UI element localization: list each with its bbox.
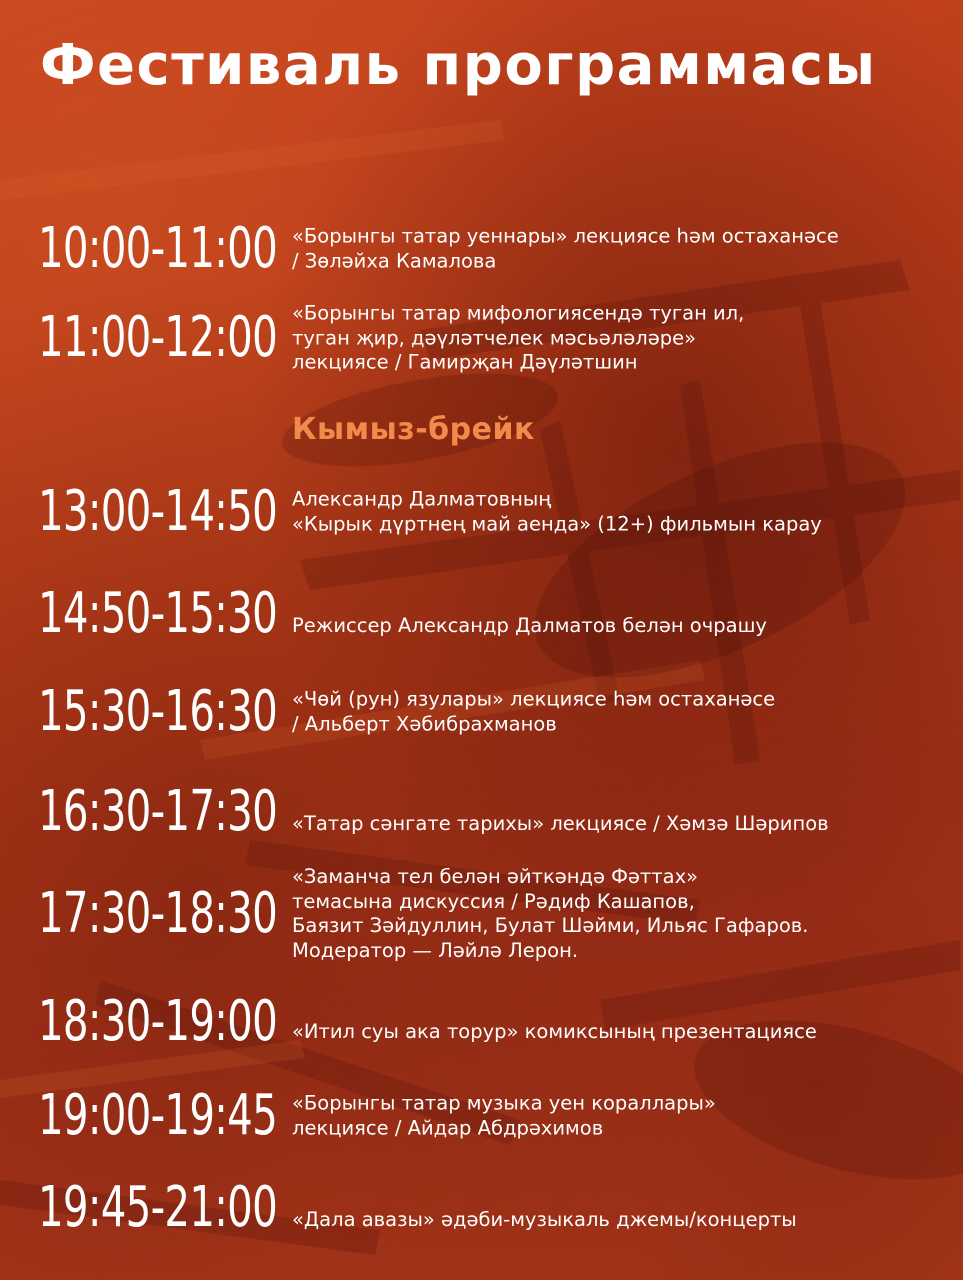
event-line: Баязит Зәйдуллин, Булат Шәйми, Ильяс Гафаров. (292, 914, 809, 937)
event-line: «Борынгы татар мифологиясендә туган ил, (292, 301, 745, 325)
time-range: 19:00-19:45 (38, 1083, 278, 1148)
event-description (292, 1208, 797, 1233)
event-description (292, 488, 822, 537)
time-range: 14:50-15:30 (38, 581, 278, 646)
schedule-row (38, 772, 938, 852)
break-label: Кымыз-брейк (292, 412, 535, 447)
time-range: 13:00-14:50 (38, 479, 278, 544)
event-description (292, 614, 767, 639)
event-description (292, 865, 808, 963)
schedule-row (38, 574, 938, 654)
schedule-row (38, 472, 938, 552)
time-range: 11:00-12:00 (38, 305, 278, 370)
event-line: Александр Далматовның (292, 487, 552, 511)
schedule-row (38, 1076, 938, 1156)
event-description (292, 225, 839, 274)
event-line: «Заманча тел белән әйткәндә Фәттах» (292, 865, 699, 888)
schedule-row (38, 865, 938, 962)
event-line: «Кырык дүртнең май аенда» (12+) фильмын карау (292, 512, 822, 535)
event-description (292, 812, 829, 837)
event-line: / Зөләйха Камалова (292, 249, 497, 272)
page-title: Фестиваль программасы (40, 33, 877, 98)
event-line: «Итил суы ака торур» комиксының презентациясе (292, 1019, 817, 1043)
time-range: 10:00-11:00 (38, 216, 278, 281)
event-description (292, 1020, 817, 1045)
event-line: «Борынгы татар музыка уен кораллары» (292, 1091, 716, 1115)
event-line: «Борынгы татар уеннары» лекциясе һәм остаханәсе (292, 224, 839, 248)
event-line: «Татар сәнгате тарихы» лекциясе / Хәмзә Шәрипов (292, 811, 829, 835)
schedule-row (38, 982, 938, 1062)
event-line: Режиссер Александр Далматов белән очрашу (292, 613, 767, 637)
event-line: «Чөй (рун) язулары» лекциясе һәм остаханәсе (292, 687, 776, 711)
event-line: «Дала авазы» әдәби-музыкаль джемы/концерты (292, 1207, 797, 1231)
schedule-row (38, 1168, 938, 1248)
time-range: 15:30-16:30 (38, 679, 278, 744)
schedule-row (38, 298, 938, 378)
event-line: / Альберт Хәбибрахманов (292, 712, 557, 735)
schedule-row (38, 672, 938, 752)
event-description (292, 688, 775, 737)
event-line: туган җир, дәүләтчелек мәсьәләләре» (292, 325, 696, 349)
event-line: темасына дискуссия / Рәдиф Кашапов, (292, 889, 695, 913)
event-description (292, 1092, 716, 1141)
event-description (292, 301, 744, 375)
time-range: 18:30-19:00 (38, 989, 278, 1054)
time-range: 16:30-17:30 (38, 779, 278, 844)
schedule-row (38, 209, 938, 289)
event-line: Модератор — Ләйлә Лерон. (292, 938, 579, 962)
event-line: лекциясе / Гамирҗан Дәүләтшин (292, 350, 638, 374)
event-line: лекциясе / Айдар Абдрәхимов (292, 1116, 604, 1139)
time-range: 17:30-18:30 (38, 881, 278, 946)
time-range: 19:45-21:00 (38, 1175, 278, 1240)
